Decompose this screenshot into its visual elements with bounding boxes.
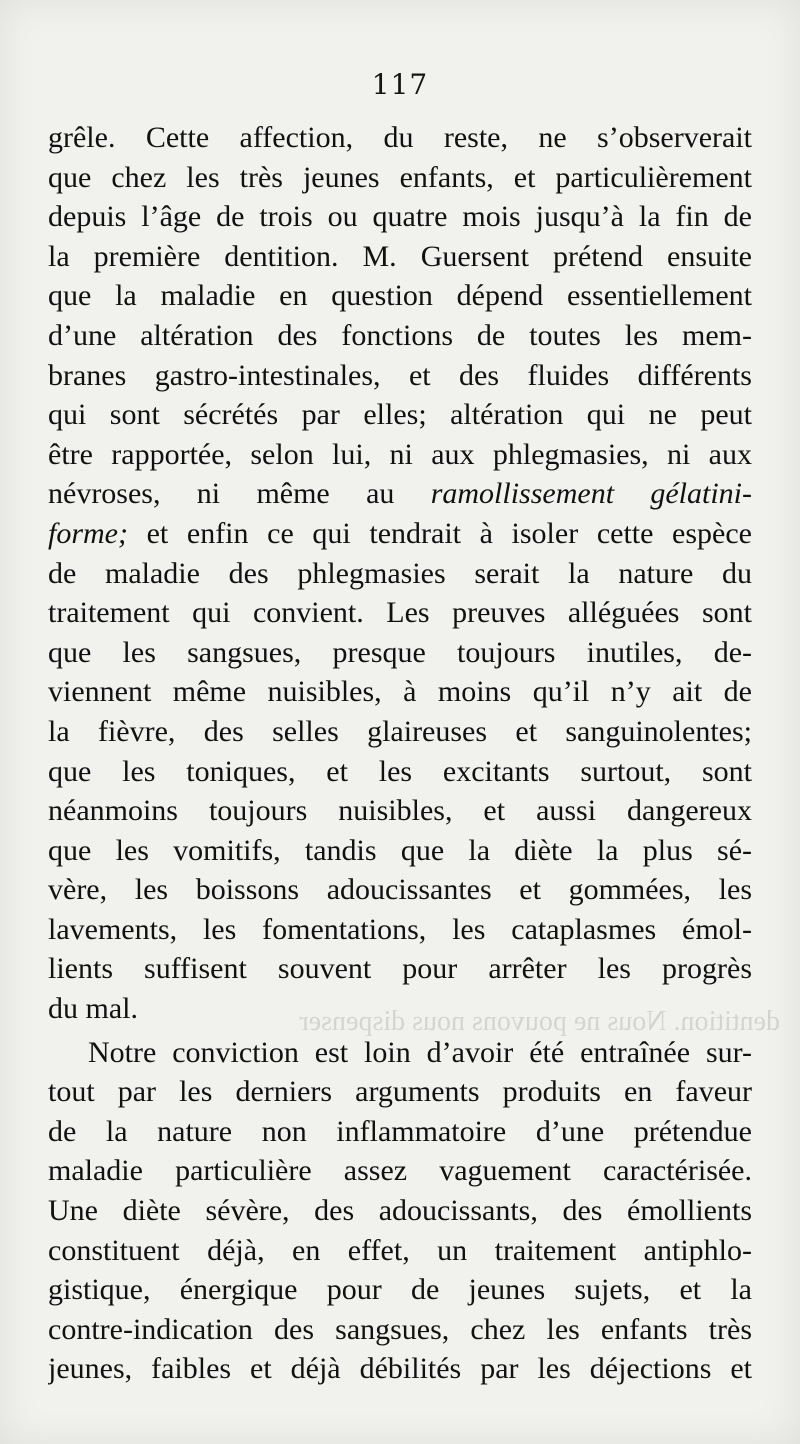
text-line: lavements, les fomentations, les cataplasmes émol- bbox=[48, 912, 752, 946]
text-line: maladie particulière assez vaguement caractérisée. bbox=[48, 1154, 752, 1188]
text-line bbox=[48, 514, 752, 554]
text-line: grêle. Cette affection, du reste, ne s’observerait bbox=[48, 121, 752, 154]
text-line: que les sangsues, presque toujours inutiles, de- bbox=[48, 635, 752, 669]
text-line: gistique, énergique pour de jeunes sujets, et la bbox=[48, 1273, 752, 1307]
text-line: vère, les boissons adoucissantes et gommées, les bbox=[48, 873, 752, 907]
text-line: lients suffisent souvent pour arrêter les progrès bbox=[48, 952, 752, 986]
text-line: la fièvre, des selles glaireuses et sanguinolentes; bbox=[48, 714, 752, 748]
paragraph bbox=[48, 118, 752, 1029]
text-line: néanmoins toujours nuisibles, et aussi dangereux bbox=[48, 794, 752, 828]
paragraph bbox=[48, 1033, 752, 1389]
text-line: que les vomitifs, tandis que la diète la plus sé- bbox=[48, 833, 752, 867]
italic-text: ramollissement gélatini- bbox=[430, 477, 752, 511]
text-line: de la nature non inflammatoire d’une prétendue bbox=[48, 1114, 752, 1148]
text-line: traitement qui convient. Les preuves alléguées sont bbox=[48, 596, 752, 630]
text-line: la première dentition. M. Guersent prétend ensuite bbox=[48, 239, 752, 273]
text-line: constituent déjà, en effet, un traitement antiphlo- bbox=[48, 1233, 752, 1267]
text-line: Une diète sévère, des adoucissants, des émollients bbox=[48, 1194, 752, 1228]
text-line: qui sont sécrétés par elles; altération qui ne peut bbox=[48, 398, 752, 432]
text-line: que chez les très jeunes enfants, et particulièrement bbox=[48, 160, 752, 194]
text-line: viennent même nuisibles, à moins qu’il n’y ait de bbox=[48, 675, 752, 709]
show-through-text: dentition. Nous ne pouvons nous dispenser bbox=[299, 1006, 780, 1037]
text-span: et enfin ce qui tendrait à isoler cette espèce bbox=[127, 516, 752, 550]
text-span: névroses, ni même au bbox=[48, 477, 431, 511]
text-line: que la maladie en question dépend essentiellement bbox=[48, 279, 752, 313]
text-line: d’une altération des fonctions de toutes les mem- bbox=[48, 318, 752, 352]
text-line: contre-indication des sangsues, chez les enfants très bbox=[48, 1312, 752, 1346]
text-line: du mal. bbox=[48, 992, 138, 1026]
text-line: être rapportée, selon lui, ni aux phlegmasies, ni aux bbox=[48, 437, 752, 471]
text-line: tout par les derniers arguments produits en faveur bbox=[48, 1075, 752, 1109]
text-line: depuis l’âge de trois ou quatre mois jusqu’à la fin de bbox=[48, 200, 752, 234]
italic-text: forme; bbox=[48, 516, 128, 550]
body-text bbox=[48, 118, 752, 1389]
text-line: de maladie des phlegmasies serait la nature du bbox=[48, 556, 752, 590]
text-line: que les toniques, et les excitants surtout, sont bbox=[48, 754, 752, 788]
text-line: branes gastro-intestinales, et des fluides différents bbox=[48, 358, 752, 392]
text-line bbox=[48, 474, 752, 514]
page-number: 117 bbox=[371, 68, 429, 101]
text-line: Notre conviction est loin d’avoir été entraînée sur- bbox=[88, 1035, 752, 1069]
text-line: jeunes, faibles et déjà débilités par les déjections et bbox=[48, 1352, 752, 1386]
